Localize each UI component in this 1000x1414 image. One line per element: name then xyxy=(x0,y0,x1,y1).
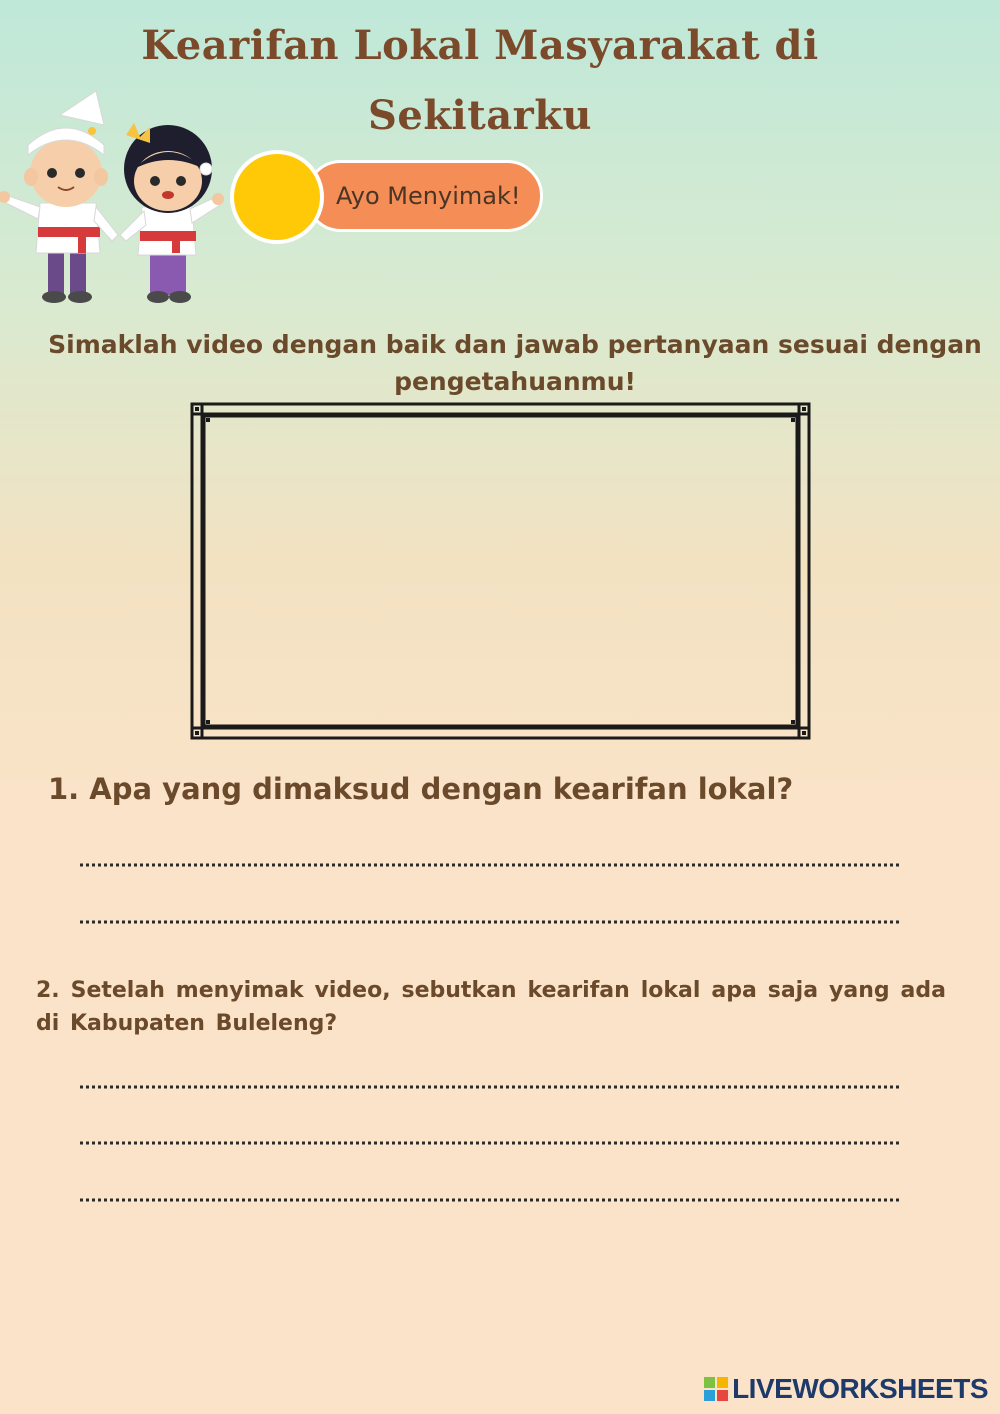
badge-label: Ayo Menyimak! xyxy=(336,182,521,210)
ayo-menyimak-badge xyxy=(305,160,543,232)
video-frame[interactable] xyxy=(188,400,813,742)
question-2: 2. Setelah menyimak video, sebutkan kearifan lokal apa saja yang ada di Kabupaten Buleleng? xyxy=(36,978,946,1036)
instruction-text: Simaklah video dengan baik dan jawab pertanyaan sesuai dengan pengetahuanmu! xyxy=(48,330,982,396)
answer-line-2c[interactable] xyxy=(80,1190,902,1210)
logo-text: LIVEWORKSHEETS xyxy=(732,1373,988,1404)
page-title-line-1: Kearifan Lokal Masyarakat di xyxy=(141,22,819,69)
answer-line-2a[interactable] xyxy=(80,1077,902,1097)
balinese-children-icon xyxy=(0,85,230,310)
sun-circle-icon xyxy=(230,150,324,244)
liveworksheets-logo xyxy=(704,1372,988,1406)
answer-line-2b[interactable] xyxy=(80,1133,902,1153)
page-title-line-2: Sekitarku xyxy=(367,92,592,139)
question-1: 1. Apa yang dimaksud dengan kearifan lokal? xyxy=(48,772,794,806)
liveworksheets-logo-icon xyxy=(704,1377,728,1401)
answer-line-1a[interactable] xyxy=(80,855,902,875)
answer-line-1b[interactable] xyxy=(80,912,902,932)
